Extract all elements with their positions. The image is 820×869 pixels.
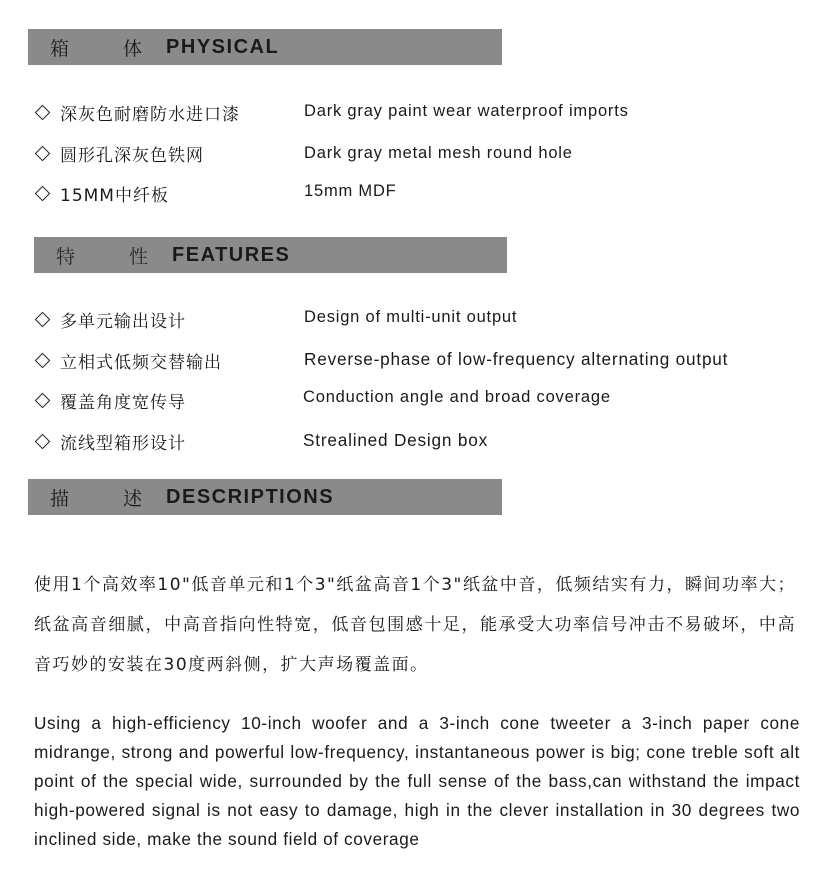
physical-item-cn: 15MM中纤板 [60, 185, 169, 206]
features-item-en: Conduction angle and broad coverage [303, 388, 611, 406]
features-title-en: FEATURES [172, 243, 291, 266]
physical-item [34, 141, 204, 165]
physical-item-en: 15mm MDF [304, 182, 397, 200]
features-item-en: Strealined Design box [303, 430, 488, 450]
features-item [34, 388, 186, 412]
descriptions-title-cn: 描 述 [50, 487, 167, 510]
diamond-bullet-icon [35, 311, 51, 327]
features-item-cn: 多单元输出设计 [60, 311, 186, 332]
diamond-bullet-icon [35, 185, 51, 201]
physical-header [28, 29, 502, 65]
physical-item-cn: 深灰色耐磨防水进口漆 [60, 104, 240, 125]
features-item-en: Reverse-phase of low-frequency alternating output [304, 349, 729, 369]
features-item-cn: 覆盖角度宽传导 [60, 392, 186, 413]
features-item [34, 429, 186, 453]
diamond-bullet-icon [35, 392, 51, 408]
diamond-bullet-icon [35, 145, 51, 161]
physical-item-en: Dark gray paint wear waterproof imports [304, 102, 629, 120]
physical-item-cn: 圆形孔深灰色铁网 [60, 145, 204, 166]
description-text-en: Using a high-efficiency 10-inch woofer and a 3-inch cone tweeter a 3-inch paper cone midrange, strong and powerful low-frequency, instantaneous power is big; cone treble soft alt point of the special wide, surrounded by the full sense of the bass,can withstand the impact high-powered signal is not easy to damage, high in the clever installation in 30 degrees two inclined side, make the sound field of coverage [34, 713, 800, 849]
features-item-en: Design of multi-unit output [304, 308, 518, 326]
descriptions-title-en: DESCRIPTIONS [166, 485, 335, 508]
diamond-bullet-icon [35, 104, 51, 120]
description-text-cn: 使用1个高效率10"低音单元和1个3"纸盆高音1个3"纸盆中音，低频结实有力，瞬间功率大；纸盆高音细腻，中高音指向性特宽，低音包围感十足，能承受大功率信号冲击不易破坏，中高音巧妙的安装在30度两斜侧，扩大声场覆盖面。 [34, 575, 796, 675]
physical-title-cn: 箱 体 [50, 37, 167, 60]
features-title-cn: 特 性 [56, 245, 173, 268]
features-item-cn: 立相式低频交替输出 [60, 352, 222, 373]
descriptions-header [28, 479, 502, 515]
diamond-bullet-icon [35, 433, 51, 449]
features-header [34, 237, 507, 273]
features-item [34, 348, 222, 372]
physical-title-en: PHYSICAL [166, 35, 280, 58]
features-item-cn: 流线型箱形设计 [60, 433, 186, 454]
physical-item [34, 100, 240, 124]
diamond-bullet-icon [35, 352, 51, 368]
features-item [34, 307, 186, 331]
physical-item [34, 181, 169, 205]
physical-item-en: Dark gray metal mesh round hole [304, 144, 573, 162]
